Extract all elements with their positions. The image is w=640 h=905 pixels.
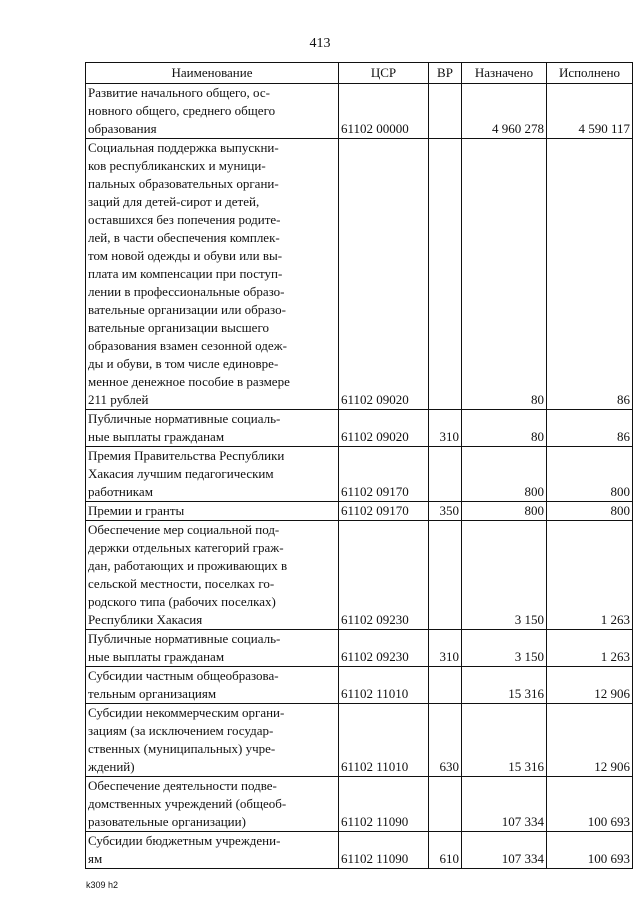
table-header-row <box>86 63 633 84</box>
cell-csr: 61102 11090 <box>339 832 429 869</box>
cell-vr: 310 <box>429 410 462 447</box>
cell-planned: 15 316 <box>462 667 547 704</box>
cell-csr: 61102 09020 <box>339 410 429 447</box>
cell-name: Субсидии частным общеобразова- тельным организациям <box>86 667 339 704</box>
cell-executed: 4 590 117 <box>547 84 633 139</box>
budget-table <box>85 62 633 869</box>
cell-name: Публичные нормативные социаль- ные выплаты гражданам <box>86 410 339 447</box>
cell-executed: 800 <box>547 447 633 502</box>
cell-executed: 12 906 <box>547 704 633 777</box>
page-number: 413 <box>309 36 331 51</box>
cell-csr: 61102 09230 <box>339 630 429 667</box>
table-row <box>86 447 633 502</box>
cell-name: Публичные нормативные социаль- ные выплаты гражданам <box>86 630 339 667</box>
cell-planned: 15 316 <box>462 704 547 777</box>
cell-vr: 630 <box>429 704 462 777</box>
header-executed: Исполнено <box>547 63 633 84</box>
cell-csr: 61102 11010 <box>339 667 429 704</box>
cell-csr: 61102 09020 <box>339 139 429 410</box>
table-body <box>86 84 633 869</box>
table-row <box>86 630 633 667</box>
cell-executed: 100 693 <box>547 777 633 832</box>
table-row <box>86 521 633 630</box>
cell-planned: 3 150 <box>462 521 547 630</box>
table-row <box>86 502 633 521</box>
cell-executed: 86 <box>547 410 633 447</box>
cell-name: Премия Правительства Республики Хакасия лучшим педагогическим работникам <box>86 447 339 502</box>
table-row <box>86 84 633 139</box>
cell-planned: 80 <box>462 410 547 447</box>
cell-planned: 3 150 <box>462 630 547 667</box>
cell-csr: 61102 11010 <box>339 704 429 777</box>
cell-csr: 61102 09170 <box>339 502 429 521</box>
table-row <box>86 410 633 447</box>
cell-name: Обеспечение деятельности подве- домственных учреждений (общеоб- разовательные организации) <box>86 777 339 832</box>
header-name: Наименование <box>86 63 339 84</box>
cell-planned: 80 <box>462 139 547 410</box>
cell-vr: 310 <box>429 630 462 667</box>
cell-csr: 61102 09170 <box>339 447 429 502</box>
header-csr: ЦСР <box>339 63 429 84</box>
cell-planned: 4 960 278 <box>462 84 547 139</box>
table-row <box>86 667 633 704</box>
cell-csr: 61102 11090 <box>339 777 429 832</box>
cell-executed: 12 906 <box>547 667 633 704</box>
cell-vr: 350 <box>429 502 462 521</box>
cell-executed: 1 263 <box>547 521 633 630</box>
cell-name: Субсидии некоммерческим органи- зациям (за исключением государ- ственных (муниципальных) учре- ждений) <box>86 704 339 777</box>
cell-executed: 800 <box>547 502 633 521</box>
header-planned: Назначено <box>462 63 547 84</box>
cell-vr: 610 <box>429 832 462 869</box>
cell-planned: 800 <box>462 447 547 502</box>
cell-vr <box>429 447 462 502</box>
cell-vr <box>429 521 462 630</box>
cell-vr <box>429 139 462 410</box>
cell-name: Обеспечение мер социальной под- держки отдельных категорий граж- дан, работающих и проживающих в сельской местности, поселках го- родского типа (рабочих поселках) Республики Хакасия <box>86 521 339 630</box>
cell-csr: 61102 09230 <box>339 521 429 630</box>
cell-planned: 107 334 <box>462 832 547 869</box>
cell-name: Развитие начального общего, ос- новного общего, среднего общего образования <box>86 84 339 139</box>
cell-name: Субсидии бюджетным учреждени- ям <box>86 832 339 869</box>
cell-executed: 86 <box>547 139 633 410</box>
cell-planned: 107 334 <box>462 777 547 832</box>
table-row <box>86 704 633 777</box>
table-row <box>86 777 633 832</box>
cell-name: Социальная поддержка выпускни- ков республиканских и муници- пальных образовательных органи- заций для детей-сирот и детей, оставшихся без попечения родите- лей, в части обеспечения комплек- том новой одежды и обуви или вы- плата им компенсации при поступ- лении в профессиональные образо- вательные организации или образо- вательные организации высшего образования взамен сезонной одеж- ды и обуви, в том числе единовре- менное денежное пособие в размере 211 рублей <box>86 139 339 410</box>
cell-csr: 61102 00000 <box>339 84 429 139</box>
cell-name: Премии и гранты <box>86 502 339 521</box>
table-row <box>86 832 633 869</box>
cell-planned: 800 <box>462 502 547 521</box>
table-row <box>86 139 633 410</box>
cell-vr <box>429 777 462 832</box>
cell-vr <box>429 667 462 704</box>
header-vr: ВР <box>429 63 462 84</box>
footer-code: k309 h2 <box>86 880 119 890</box>
cell-executed: 1 263 <box>547 630 633 667</box>
cell-executed: 100 693 <box>547 832 633 869</box>
cell-vr <box>429 84 462 139</box>
